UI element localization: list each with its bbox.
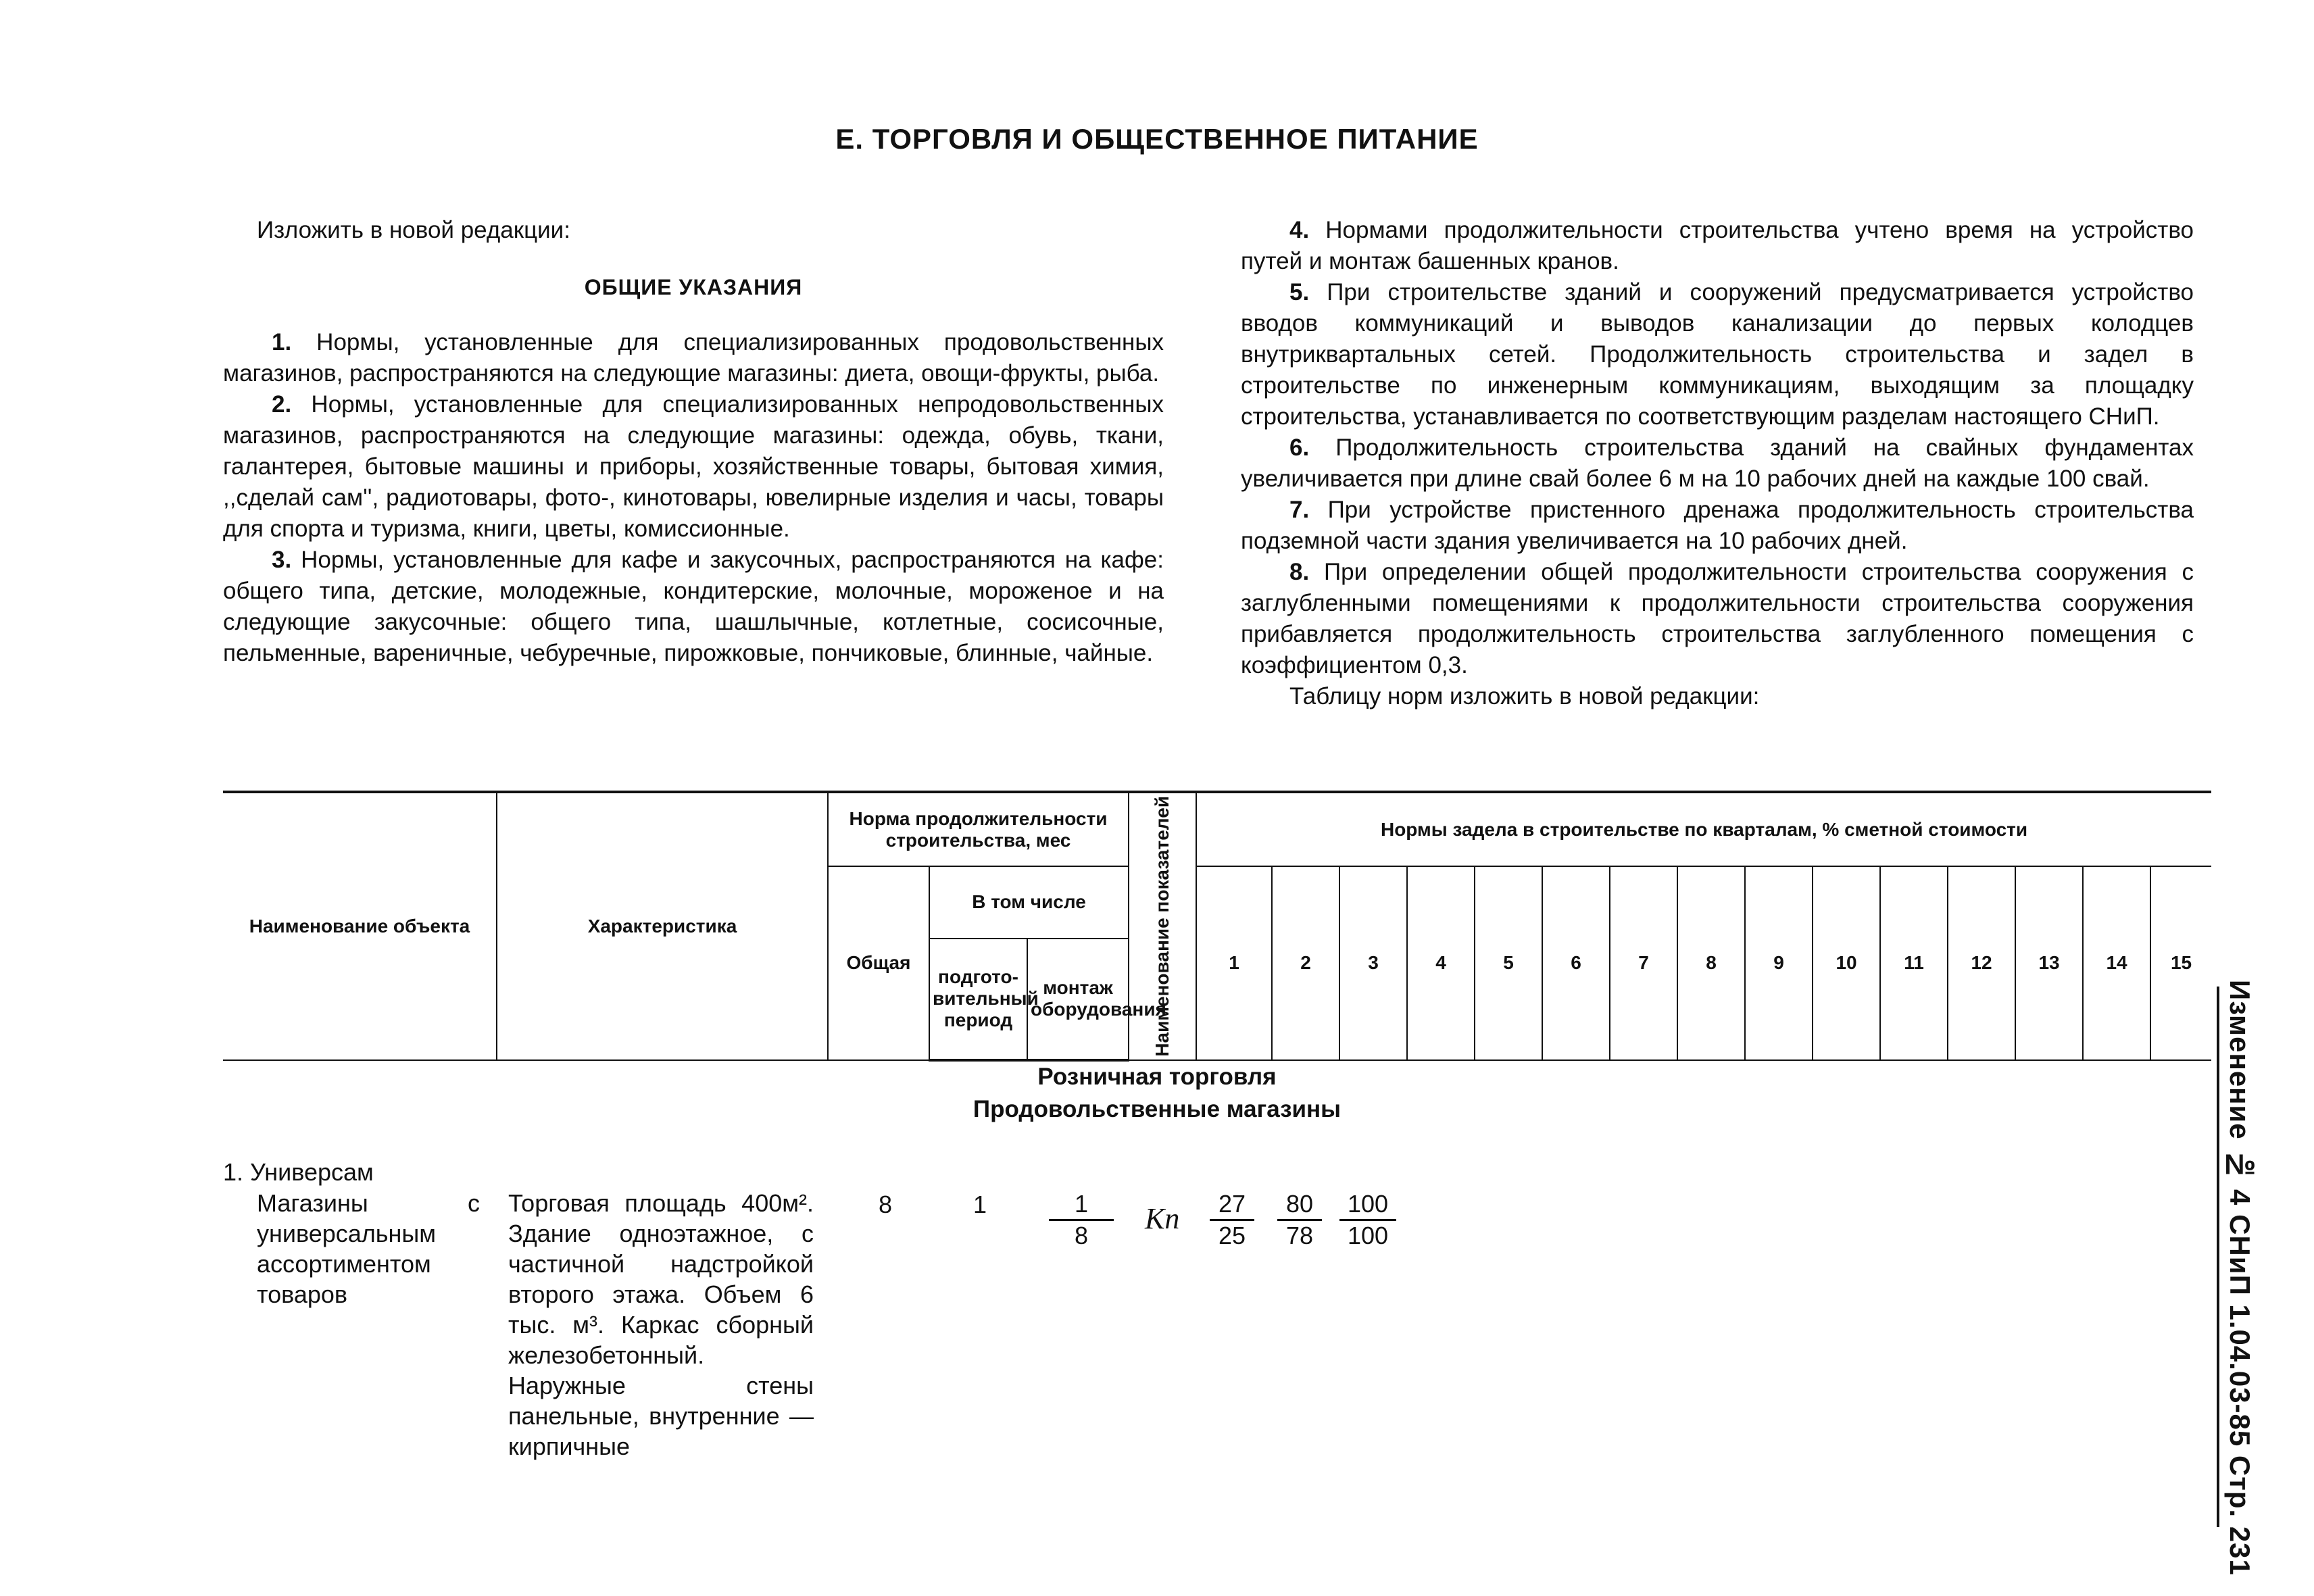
left-column [223, 215, 1164, 669]
quarter-14: 14 [2083, 866, 2150, 1060]
header-characteristic: Характеристика [497, 792, 828, 1060]
q3-fraction [1339, 1189, 1396, 1251]
quarter-7: 7 [1610, 866, 1677, 1060]
row-object-name: Магазины с универсальным ассортиментом товаров [257, 1189, 480, 1308]
row-title: 1. Универсам [223, 1158, 374, 1186]
right-column [1241, 215, 2194, 712]
table-intro: Таблицу норм изложить в новой редакции: [1289, 683, 1760, 709]
quarter-1: 1 [1196, 866, 1272, 1060]
paragraph-7: 7. При устройстве пристенного дренажа продолжительность строительства подземной части здания увеличивается на 10 рабочих дней. [1241, 497, 2194, 554]
header-install: монтаж оборудования [1027, 939, 1129, 1060]
q3-denominator: 100 [1347, 1222, 1389, 1249]
side-note: Изменение № 4 СНиП 1.04.03-85 Стр. 231 [2224, 980, 2256, 1576]
header-reserve: Нормы задела в строительстве по кварталам, % сметной стоимости [1196, 792, 2211, 866]
paragraph-8: 8. При определении общей продолжительности строительства сооружения с заглубленными помещениями к продолжительности строительства сооружения прибавляется продолжительность строительства заглубленного помещения с коэффициентом 0,3. [1241, 559, 2194, 678]
section-title-retail: Розничная торговля [1037, 1064, 1277, 1090]
header-including: В том числе [929, 866, 1129, 939]
intro-text: Изложить в новой редакции: [257, 217, 570, 243]
norms-table-header [223, 791, 2211, 1062]
paragraph-3: 3. Нормы, установленные для кафе и закусочных, распространяются на кафе: общего типа, детские, молодежные, кондитерские, молочные, мороженое и на следующие закусочные: общего типа, шашлычные, котлетные, сосисочные, пельменные, вареничные, чебуречные, пирожковые, пончиковые, блинные, чайные. [223, 547, 1164, 666]
quarter-8: 8 [1677, 866, 1745, 1060]
quarter-10: 10 [1813, 866, 1880, 1060]
paragraph-6: 6. Продолжительность строительства зданий на свайных фундаментах увеличивается при длине свай более 6 м на 10 рабочих дней на каждые 100 свай. [1241, 434, 2194, 492]
paragraph-5: 5. При строительстве зданий и сооружений предусматривается устройство вводов коммуникаций и выводов канализации до первых колодцев внутриквартальных сетей. Продолжительность строительства и задел в строительстве по инженерным коммуникациям, выходящим за площадку строительства, устанавливается по соответствующим разделам настоящего СНиП. [1241, 279, 2194, 430]
q3-numerator: 100 [1339, 1189, 1396, 1221]
header-total: Общая [828, 866, 929, 1060]
q2-denominator: 78 [1285, 1222, 1314, 1249]
quarter-2: 2 [1272, 866, 1339, 1060]
paragraph-4: 4. Нормами продолжительности строительства учтено время на устройство путей и монтаж башенных кранов. [1241, 217, 2194, 274]
q1-numerator: 27 [1210, 1189, 1254, 1221]
header-prep-period: подгото-вительный период [929, 939, 1027, 1060]
quarter-13: 13 [2015, 866, 2083, 1060]
header-object-name: Наименование объекта [223, 792, 497, 1060]
row-prep: 1 [973, 1191, 987, 1218]
q2-fraction [1277, 1189, 1322, 1251]
general-heading: ОБЩИЕ УКАЗАНИЯ [584, 275, 803, 299]
quarter-4: 4 [1407, 866, 1475, 1060]
q1-fraction [1210, 1189, 1254, 1251]
q1-denominator: 25 [1218, 1222, 1246, 1249]
row-install-fraction [1049, 1189, 1114, 1251]
quarter-3: 3 [1339, 866, 1407, 1060]
install-denominator: 8 [1074, 1222, 1089, 1249]
header-indicators: Наименование показателей [1129, 792, 1196, 1060]
row-characteristic: Торговая площадь 400м². Здание одноэтажное, с частичной надстройкой второго этажа. Объем 6 тыс. м³. Каркас сборный железобетонный. Наружные стены панельные, внутренние — кирпичные [508, 1189, 814, 1460]
paragraph-2: 2. Нормы, установленные для специализированных непродовольственных магазинов, распространяются на следующие магазины: одежда, обувь, ткани, галантерея, бытовые машины и приборы, хозяйственные товары, бытовая химия, ,,сделай сам'', радиотовары, фото-, кинотовары, ювелирные изделия и часы, товары для спорта и туризма, книги, цветы, комиссионные. [223, 391, 1164, 542]
side-rule [2217, 987, 2219, 1527]
quarter-11: 11 [1880, 866, 1948, 1060]
q2-numerator: 80 [1277, 1189, 1322, 1221]
quarter-15: 15 [2150, 866, 2211, 1060]
header-duration: Норма продолжительности строительства, мес [828, 792, 1129, 866]
paragraph-1: 1. Нормы, установленные для специализированных продовольственных магазинов, распространяются на следующие магазины: диета, овощи-фрукты, рыба. [223, 329, 1164, 386]
quarter-12: 12 [1948, 866, 2015, 1060]
row-indicator: Kп [1145, 1202, 1180, 1235]
quarter-9: 9 [1745, 866, 1813, 1060]
quarter-5: 5 [1475, 866, 1542, 1060]
quarter-6: 6 [1542, 866, 1610, 1060]
section-title-food-stores: Продовольственные магазины [973, 1096, 1341, 1122]
row-total: 8 [878, 1191, 893, 1218]
page-title: Е. ТОРГОВЛЯ И ОБЩЕСТВЕННОЕ ПИТАНИЕ [835, 123, 1479, 155]
install-numerator: 1 [1049, 1189, 1114, 1221]
